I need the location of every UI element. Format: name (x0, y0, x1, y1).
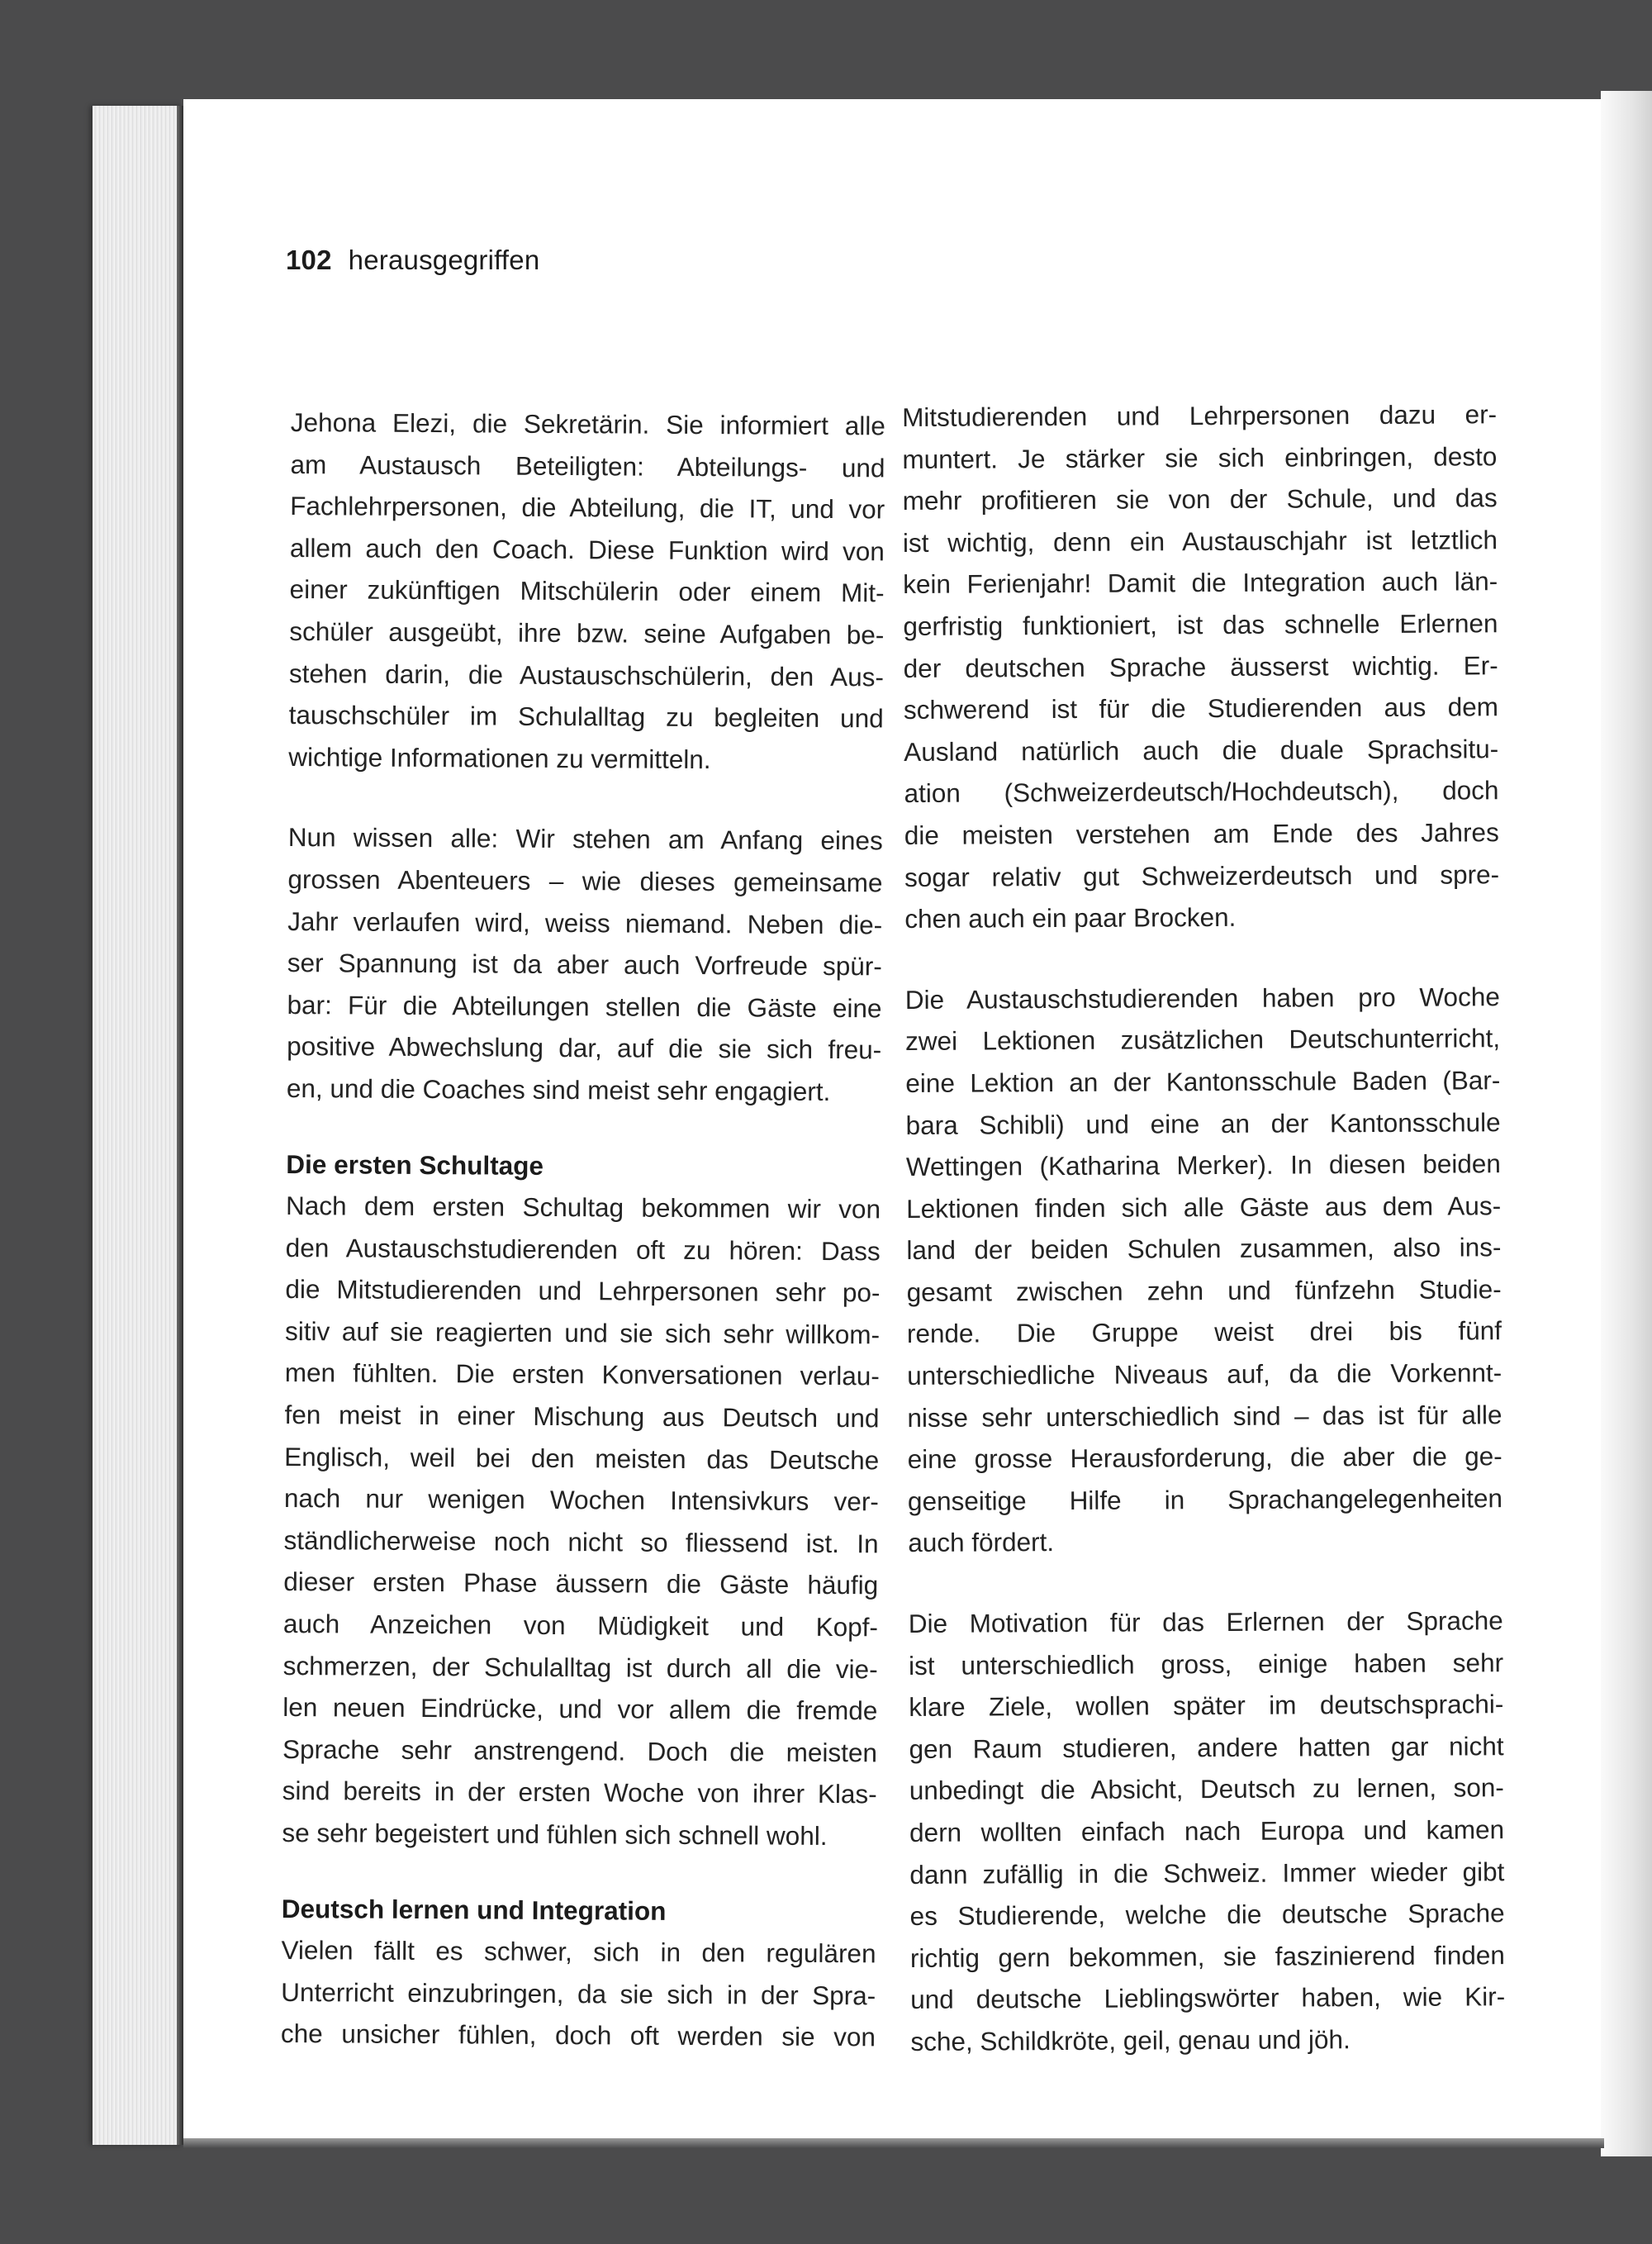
text-line: land der beiden Schulen zusammen, also ins- (906, 1232, 1502, 1266)
text-line: grossen Abenteuers – wie dieses gemeinsame (287, 863, 883, 898)
section-heading: Deutsch lernen und Integration (281, 1893, 667, 1926)
paragraph (281, 1929, 876, 2058)
paragraph (902, 393, 1499, 939)
section-title: herausgegriffen (348, 245, 540, 275)
text-line: die Mitstudierenden und Lehrpersonen sehr po- (285, 1274, 881, 1308)
text-line: Die Motivation für das Erlernen der Sprache (908, 1605, 1503, 1639)
text-line: den Austauschstudierenden oft zu hören: Dass (285, 1232, 881, 1267)
facing-page-edge (1601, 91, 1652, 2156)
text-line: Nach dem ersten Schultag bekommen wir von (285, 1191, 881, 1224)
text-line: Nun wissen alle: Wir stehen am Anfang eines (287, 822, 883, 856)
text-line: wichtige Informationen zu vermitteln. (288, 741, 711, 774)
text-line: unterschiedliche Niveaus auf, da die Vorkennt- (907, 1357, 1502, 1391)
text-line: der deutschen Sprache äusserst wichtig. Er- (903, 649, 1498, 683)
text-line: mehr profitieren sie von der Schule, und das (902, 483, 1498, 516)
text-line: muntert. Je stärker sie sich einbringen, desto (902, 440, 1498, 474)
text-line: sitiv auf sie reagierten und sie sich sehr willkom- (285, 1315, 881, 1350)
paragraph (282, 1185, 881, 1857)
text-line: Die Austauschstudierenden haben pro Woche (904, 981, 1500, 1015)
text-line: gen Raum studieren, andere hatten gar nicht (909, 1731, 1504, 1764)
text-line: dern wollten einfach nach Europa und kamen (909, 1814, 1505, 1847)
text-line: auch Anzeichen von Müdigkeit und Kopf- (282, 1609, 879, 1643)
text-line: sche, Schildkröte, geil, genau und jöh. (910, 2024, 1351, 2056)
text-line: ist wichtig, denn ein Austauschjahr ist letztlich (902, 525, 1498, 558)
text-line: fen meist in einer Mischung aus Deutsch und (284, 1400, 880, 1433)
paragraph (905, 976, 1503, 1564)
text-line: schüler ausgeübt, ihre bzw. seine Aufgaben be- (289, 616, 885, 650)
text-line: Vielen fällt es schwer, sich in den regulären (281, 1935, 876, 1969)
text-line: allem auch den Coach. Diese Funktion wird von (289, 532, 885, 567)
text-line: unbedingt die Absicht, Deutsch zu lernen, son- (909, 1772, 1504, 1806)
page-bottom-shadow (183, 2138, 1604, 2148)
text-line: stehen darin, die Austauschschülerin, den Aus- (288, 658, 885, 692)
text-line: rende. Die Gruppe weist drei bis fünf (906, 1315, 1502, 1349)
text-line: bara Schibli) und eine an der Kantonsschule (905, 1106, 1501, 1140)
text-line: Wettingen (Katharina Merker). In diesen beiden (905, 1148, 1501, 1182)
page-block-edge (93, 106, 183, 2145)
paragraph (287, 816, 883, 1113)
text-line: Mitstudierenden und Lehrpersonen dazu er- (902, 399, 1498, 432)
text-line: nisse sehr unterschiedlich sind – das ist für alle (907, 1399, 1502, 1433)
text-line: len neuen Eindrücke, und vor allem die fremde (282, 1692, 878, 1726)
text-line: ation (Schweizerdeutsch/Hochdeutsch), doch (904, 775, 1499, 809)
right-column (902, 393, 1506, 2062)
text-line: schmerzen, der Schulalltag ist durch all die vie- (282, 1650, 878, 1684)
text-line: und deutsche Lieblingswörter haben, wie Kir- (910, 1981, 1506, 2015)
text-line: eine grosse Herausforderung, die aber die ge- (907, 1441, 1502, 1475)
text-line: klare Ziele, wollen später im deutschsprachi- (909, 1689, 1504, 1723)
text-line: Lektionen finden sich alle Gäste aus dem Aus- (906, 1190, 1502, 1224)
text-line: ist unterschiedlich gross, einige haben sehr (908, 1647, 1504, 1681)
text-line: Jehona Elezi, die Sekretärin. Sie informiert alle (290, 406, 885, 441)
text-line: zwei Lektionen zusätzlichen Deutschunterricht, (904, 1023, 1501, 1057)
running-head (286, 245, 539, 276)
text-line: che unsicher fühlen, doch oft werden sie von (280, 2018, 876, 2052)
left-column (281, 402, 885, 2058)
text-line: Englisch, weil bei den meisten das Deutsche (284, 1441, 880, 1476)
text-line: sogar relativ gut Schweizerdeutsch und spre- (904, 858, 1500, 892)
text-line: se sehr begeistert und fühlen sich schnell wohl. (282, 1817, 828, 1851)
text-line: Sprache sehr anstrengend. Doch die meisten (282, 1733, 878, 1768)
text-line: schwerend ist für die Studierenden aus dem (903, 692, 1499, 725)
text-line: sind bereits in der ersten Woche von ihrer Klas- (282, 1776, 877, 1809)
text-line: tauschschüler im Schulalltag zu begleiten und (288, 700, 884, 734)
text-line: gerfristig funktioniert, ist das schnelle Erlernen (903, 608, 1498, 641)
text-line: Jahr verlaufen wird, weiss niemand. Neben die- (287, 906, 883, 939)
text-line: eine Lektion an der Kantonsschule Baden (Bar- (905, 1065, 1501, 1098)
text-line: Unterricht einzubringen, da sie sich in der Spra- (281, 1976, 876, 2011)
text-line: die meisten verstehen am Ende des Jahres (904, 817, 1499, 850)
text-line: dieser ersten Phase äussern die Gäste häufig (283, 1567, 879, 1600)
text-line: auch fördert. (908, 1527, 1055, 1558)
text-line: es Studierende, welche die deutsche Sprache (909, 1898, 1505, 1932)
paragraph (909, 1600, 1506, 2062)
text-line: einer zukünftigen Mitschülerin oder einem Mit- (289, 574, 885, 608)
text-line: dann zufällig in die Schweiz. Immer wieder gibt (909, 1856, 1505, 1890)
text-line: Ausland natürlich auch die duale Sprachsitu- (904, 733, 1499, 767)
text-line: richtig gern bekommen, sie faszinierend finden (909, 1939, 1505, 1973)
text-line: bar: Für die Abteilungen stellen die Gäste eine (287, 989, 882, 1024)
text-line: chen auch ein paar Brocken. (904, 902, 1237, 934)
paragraph (288, 402, 885, 782)
text-line: ständlicherweise noch nicht so fliessend ist. In (283, 1524, 879, 1559)
text-line: genseitige Hilfe in Sprachangelegenheiten (907, 1483, 1503, 1516)
text-line: Fachlehrpersonen, die Abteilung, die IT, und vor (290, 491, 885, 525)
text-line: positive Abwechslung dar, auf die sie sich freu- (287, 1031, 882, 1065)
text-line: men fühlten. Die ersten Konversationen verlau- (284, 1357, 880, 1391)
text-line: am Austausch Beteiligten: Abteilungs- und (290, 449, 885, 483)
text-line: kein Ferienjahr! Damit die Integration auch län- (903, 566, 1498, 600)
text-line: ser Spannung ist da aber auch Vorfreude spür- (287, 948, 882, 982)
text-line: en, und die Coaches sind meist sehr engagiert. (286, 1072, 831, 1106)
text-line: gesamt zwischen zehn und fünfzehn Studie- (906, 1274, 1502, 1307)
text-line: nach nur wenigen Wochen Intensivkurs ver- (283, 1483, 879, 1517)
page-number: 102 (286, 245, 332, 275)
section-heading: Die ersten Schultage (286, 1148, 544, 1181)
